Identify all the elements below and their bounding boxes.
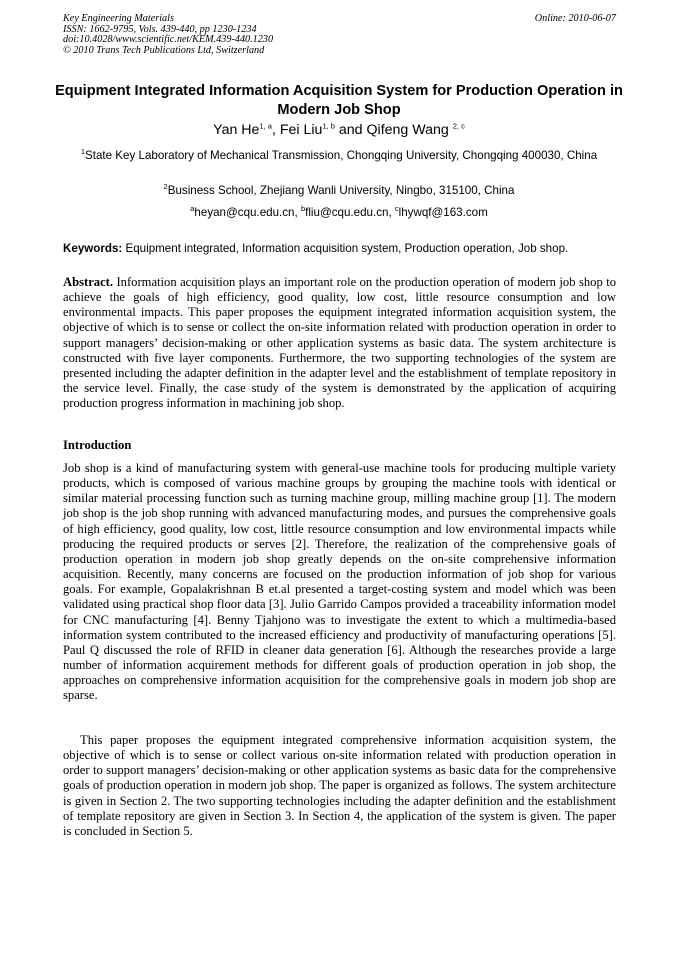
journal-name: Key Engineering Materials xyxy=(63,13,174,24)
author-emails xyxy=(40,205,638,221)
email-mark: b xyxy=(300,204,306,214)
author-name: Qifeng Wang xyxy=(366,122,453,138)
affiliation-mark: 1 xyxy=(80,147,86,157)
affiliation-text: State Key Laboratory of Mechanical Transmission, Chongqing University, Chongqing 400030, China xyxy=(85,149,598,162)
paper-title: Equipment Integrated Information Acquisition System for Production Operation in Modern Job Shop xyxy=(55,83,623,118)
journal-info xyxy=(63,14,616,56)
email-address: lhywqf@163.com xyxy=(398,206,488,219)
author-separator: and xyxy=(334,122,367,138)
introduction-paragraph-1: Job shop is a kind of manufacturing system with general-use machine tools for producing multiple variety products, which is composed of various machine groups by grouping the machine tools with identical or similar material processing function such as turning machine group, milling machine group [1]. The modern job shop is the job shop running with advanced manufacturing modes, and pursues the comprehensive goals of high efficiency, good quality, low cost, little resource consumption and low environmental impacts while producing the required products or serves [2]. Therefore, the realization of the comprehensive goals of production operation in modern job shop greatly depends on the on-site comprehensive information acquisition. Recently, many concerns are focused on the production information of job shop for various goals. For example, Gopalakrishnan B et.al presented a target-costing system and model which was been validated using practical shop floor data [3]. Julio Garrido Campos provided a traceability information model for CNC manufacturing [4]. Benny Tjahjono was to investigate the extent to which a multimedia-based information system contributed to the increased efficiency and productivity of manufacturing operations [5]. Paul Q discussed the role of RFID in cleaner data generation [6]. Although the researches provide a large number of information acquirement methods for different goals of production operation in job shop, the approaches on comprehensive information acquisition for the comprehensive goals in modern job shop are sparse. xyxy=(63,461,616,703)
affiliation-text: Business School, Zhejiang Wanli University, Ningbo, 315100, China xyxy=(167,184,515,197)
author-name: Yan He xyxy=(213,122,260,138)
keywords xyxy=(63,241,616,257)
author-affiliation-mark: 2, c xyxy=(452,121,465,131)
issn-line: ISSN: 1662-9795, Vols. 439-440, pp 1230-1234 xyxy=(63,23,257,35)
email-address: heyan@cqu.edu.cn, xyxy=(194,206,301,219)
copyright-line: © 2010 Trans Tech Publications Ltd, Switzerland xyxy=(63,44,265,56)
affiliation-mark: 2 xyxy=(163,182,168,192)
online-date: Online: 2010-06-07 xyxy=(534,13,616,24)
author-name: Fei Liu xyxy=(279,122,323,138)
email-address: fliu@cqu.edu.cn, xyxy=(305,206,395,219)
email-mark: a xyxy=(190,204,195,214)
abstract-label: Abstract. xyxy=(63,275,114,289)
author-affiliation-mark: 1, a xyxy=(259,121,272,131)
introduction-paragraph-2: This paper proposes the equipment integrated comprehensive information acquisition system, the objective of which is to sense or collect various on-site information related with production operation in order to support managers’ decision-making or other application systems as basic data for the comprehensive goals of production operation in modern job shop. The paper is organized as follows. The system architecture is given in Section 2. The two supporting technologies including the adapter definition and the establishment of template repository are given in Section 3. In Section 4, the application of the system is given. The paper is concluded in Section 5. xyxy=(63,733,616,838)
author-separator: , xyxy=(271,122,280,138)
keywords-text: Equipment integrated, Information acquisition system, Production operation, Job shop. xyxy=(122,242,569,255)
author-list xyxy=(40,121,638,139)
author-affiliation-mark: 1, b xyxy=(322,121,335,131)
affiliation-2 xyxy=(70,183,608,199)
journal-header xyxy=(63,14,616,56)
abstract-text: Information acquisition plays an important role on the production operation of modern job shop to achieve the goals of high efficiency, good quality, low cost, little resource consumption and low environmental impacts. This paper proposes the equipment integrated information acquisition system, the objective of which is to sense or collect the on-site information related with production operation in order to support managers’ decision-making or other application systems as basic data. The system architecture is constructed with five layer components. Furthermore, the two supporting technologies of the system are presented including the adapter definition in the adapter level and the establishment of template repository in the service level. Finally, the case study of the system is demonstrated by the application of acquiring production progress information in machining job shop. xyxy=(63,275,616,411)
keywords-label: Keywords: xyxy=(63,242,123,255)
section-heading-introduction: Introduction xyxy=(63,438,132,452)
abstract xyxy=(63,275,616,411)
doi-line: doi:10.4028/www.scientific.net/KEM.439-440.1230 xyxy=(63,34,274,45)
email-mark: c xyxy=(394,204,399,214)
affiliation-1 xyxy=(70,148,608,164)
